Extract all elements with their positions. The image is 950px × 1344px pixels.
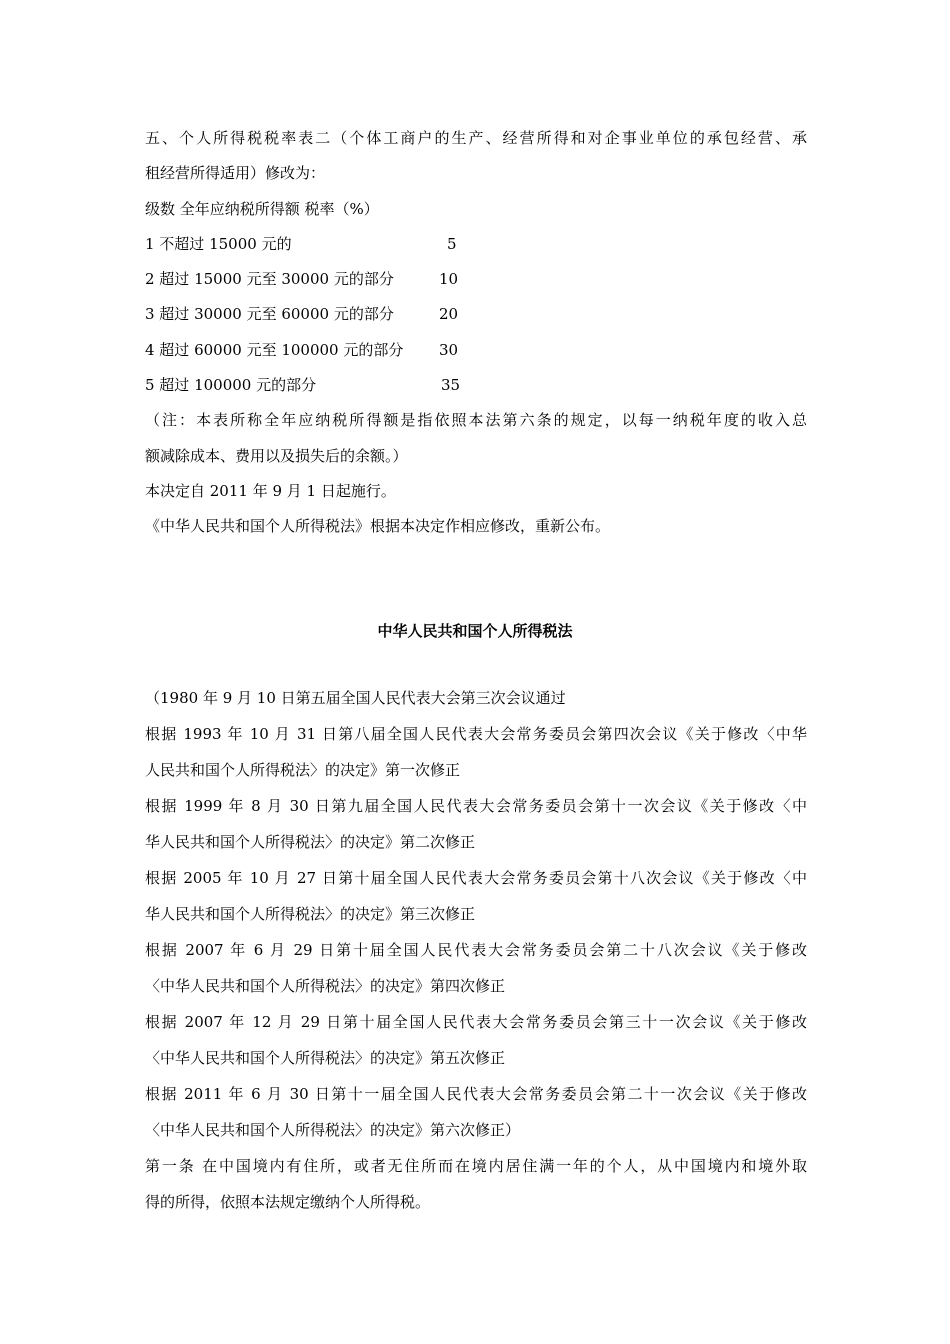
amendment-heading-line1: 五、个人所得税税率表二（个体工商户的生产、经营所得和对企事业单位的承包经营、承 [145, 129, 807, 147]
rate-table-row [145, 269, 807, 289]
effective-date: 本决定自 2011 年 9 月 1 日起施行。 [145, 482, 396, 500]
bracket-description: 5 超过 100000 元的部分 [145, 376, 317, 394]
history-entry-line: 根据 1999 年 8 月 30 日第九届全国人民代表大会常务委员会第十一次会议《关于修改〈中 [145, 797, 807, 815]
bracket-description: 3 超过 30000 元至 60000 元的部分 [145, 305, 394, 323]
bracket-rate: 20 [439, 305, 459, 323]
history-entry-line: 根据 1993 年 10 月 31 日第八届全国人民代表大会常务委员会第四次会议《关于修改〈中华 [145, 725, 807, 743]
history-entry-line: 〈中华人民共和国个人所得税法〉的决定》第五次修正 [145, 1049, 506, 1067]
republish-notice: 《中华人民共和国个人所得税法》根据本决定作相应修改，重新公布。 [145, 517, 611, 535]
bracket-description: 4 超过 60000 元至 100000 元的部分 [145, 341, 404, 359]
history-entry-line: 根据 2011 年 6 月 30 日第十一届全国人民代表大会常务委员会第二十一次会议《关于修改 [145, 1085, 807, 1103]
history-entry-line: 人民共和国个人所得税法〉的决定》第一次修正 [145, 761, 461, 779]
bracket-rate: 5 [447, 235, 457, 253]
bracket-rate: 30 [439, 341, 459, 359]
bracket-description: 1 不超过 15000 元的 [145, 235, 292, 253]
bracket-rate: 10 [439, 270, 459, 288]
rate-table-row [145, 304, 807, 324]
article-1-line1: 第一条 在中国境内有住所，或者无住所而在境内居住满一年的个人，从中国境内和境外取 [145, 1157, 807, 1175]
table-note-line1: （注：本表所称全年应纳税所得额是指依照本法第六条的规定，以每一纳税年度的收入总 [145, 411, 807, 429]
article-1-line2: 得的所得，依照本法规定缴纳个人所得税。 [145, 1193, 431, 1211]
history-entry-line: 根据 2007 年 12 月 29 日第十届全国人民代表大会常务委员会第三十一次会议《关于修改 [145, 1013, 807, 1031]
amendment-heading-line2: 租经营所得适用）修改为： [145, 164, 326, 182]
rate-table-row [145, 375, 807, 395]
history-entry-line: 〈中华人民共和国个人所得税法〉的决定》第四次修正 [145, 977, 506, 995]
bracket-description: 2 超过 15000 元至 30000 元的部分 [145, 270, 394, 288]
history-entry-line: 华人民共和国个人所得税法〉的决定》第二次修正 [145, 833, 476, 851]
history-entry-line: 根据 2007 年 6 月 29 日第十届全国人民代表大会常务委员会第二十八次会议《关于修改 [145, 941, 807, 959]
table-note-line2: 额减除成本、费用以及损失后的余额。） [145, 447, 408, 465]
history-entry-line: 〈中华人民共和国个人所得税法〉的决定》第六次修正） [145, 1121, 521, 1139]
history-entry-line: （1980 年 9 月 10 日第五届全国人民代表大会第三次会议通过 [145, 689, 566, 707]
rate-table-row [145, 234, 807, 254]
history-entry-line: 华人民共和国个人所得税法〉的决定》第三次修正 [145, 905, 476, 923]
history-entry-line: 根据 2005 年 10 月 27 日第十届全国人民代表大会常务委员会第十八次会议《关于修改〈中 [145, 869, 807, 887]
rate-table-row [145, 340, 807, 360]
law-title: 中华人民共和国个人所得税法 [377, 622, 573, 640]
rate-table-header: 级数 全年应纳税所得额 税率（%） [145, 200, 379, 218]
bracket-rate: 35 [441, 376, 461, 394]
